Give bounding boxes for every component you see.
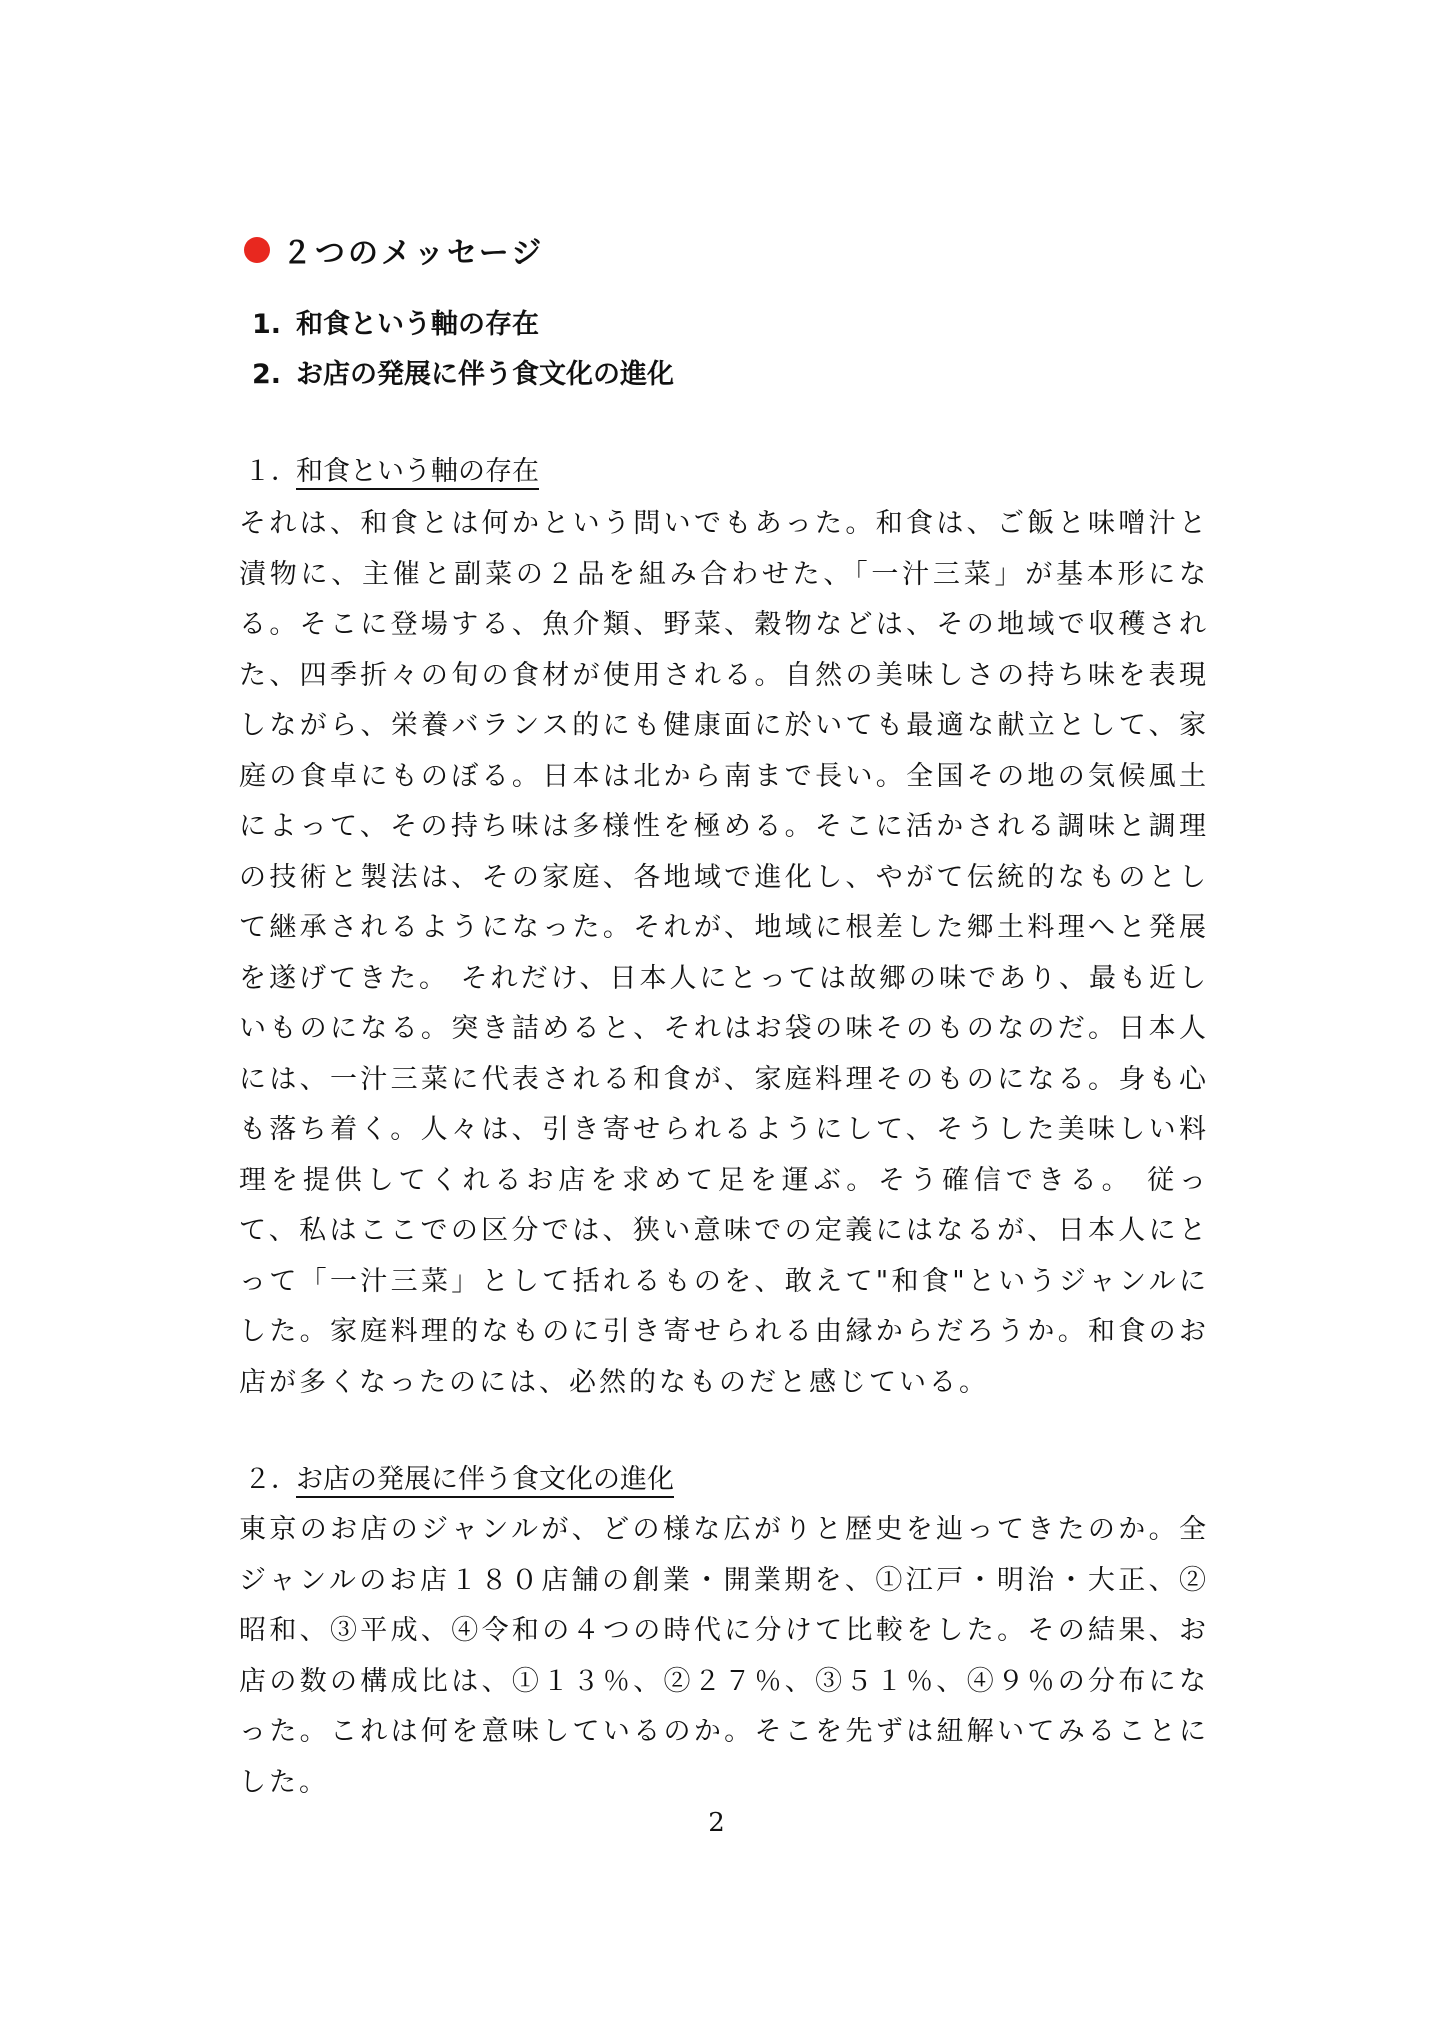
section-2-title-text: お店の発展に伴う食文化の進化	[296, 1464, 674, 1498]
summary-item	[252, 300, 674, 350]
section-2-body: 東京のお店のジャンルが、どの様な広がりと歴史を辿ってきたのか。全ジャンルのお店１８０店舗の創業・開業期を、①江戸・明治・大正、②昭和、③平成、④令和の４つの時代に分けて比較をした。その結果、お店の数の構成比は、①１３％、②２７％、③５１％、④９％の分布になった。これは何を意味しているのか。そこを先ずは紐解いてみることにした。	[239, 1514, 1209, 1798]
section-1-title	[244, 452, 539, 492]
section-2-number: ２．	[244, 1464, 298, 1495]
summary-item	[252, 350, 674, 400]
summary-item-number: 2.	[252, 359, 282, 390]
section-1-number: １．	[244, 456, 298, 487]
summary-item-text: 和食という軸の存在	[296, 309, 539, 340]
section-1-title-text: 和食という軸の存在	[296, 456, 539, 490]
page-number: 2	[708, 1808, 725, 1838]
summary-list	[252, 300, 674, 400]
messages-heading	[244, 228, 544, 272]
section-2-title	[244, 1460, 674, 1500]
summary-item-number: 1.	[252, 309, 282, 340]
section-1-body: それは、和食とは何かという問いでもあった。和食は、ご飯と味噌汁と漬物に、主催と副菜の２品を組み合わせた、「一汁三菜」が基本形になる。そこに登場する、魚介類、野菜、穀物などは、その地域で収穫された、四季折々の旬の食材が使用される。自然の美味しさの持ち味を表現しながら、栄養バランス的にも健康面に於いても最適な献立として、家庭の食卓にものぼる。日本は北から南まで長い。全国その地の気候風土によって、その持ち味は多様性を極める。そこに活かされる調味と調理の技術と製法は、その家庭、各地域で進化し、やがて伝統的なものとして継承されるようになった。それが、地域に根差した郷土料理へと発展を遂げてきた。 それだけ、日本人にとっては故郷の味であり、最も近しいものになる。突き詰めると、それはお袋の味そのものなのだ。日本人には、一汁三菜に代表される和食が、家庭料理そのものになる。身も心も落ち着く。人々は、引き寄せられるようにして、そうした美味しい料理を提供してくれるお店を求めて足を運ぶ。そう確信できる。 従って、私はここでの区分では、狭い意味での定義にはなるが、日本人にとって「一汁三菜」として括れるものを、敢えて"和食"というジャンルにした。家庭料理的なものに引き寄せられる由縁からだろうか。和食のお店が多くなったのには、必然的なものだと感じている。	[239, 508, 1209, 1398]
messages-heading-text: ２つのメッセージ	[282, 236, 545, 271]
summary-item-text: お店の発展に伴う食文化の進化	[296, 359, 674, 390]
red-circle-bullet-icon	[244, 237, 270, 263]
